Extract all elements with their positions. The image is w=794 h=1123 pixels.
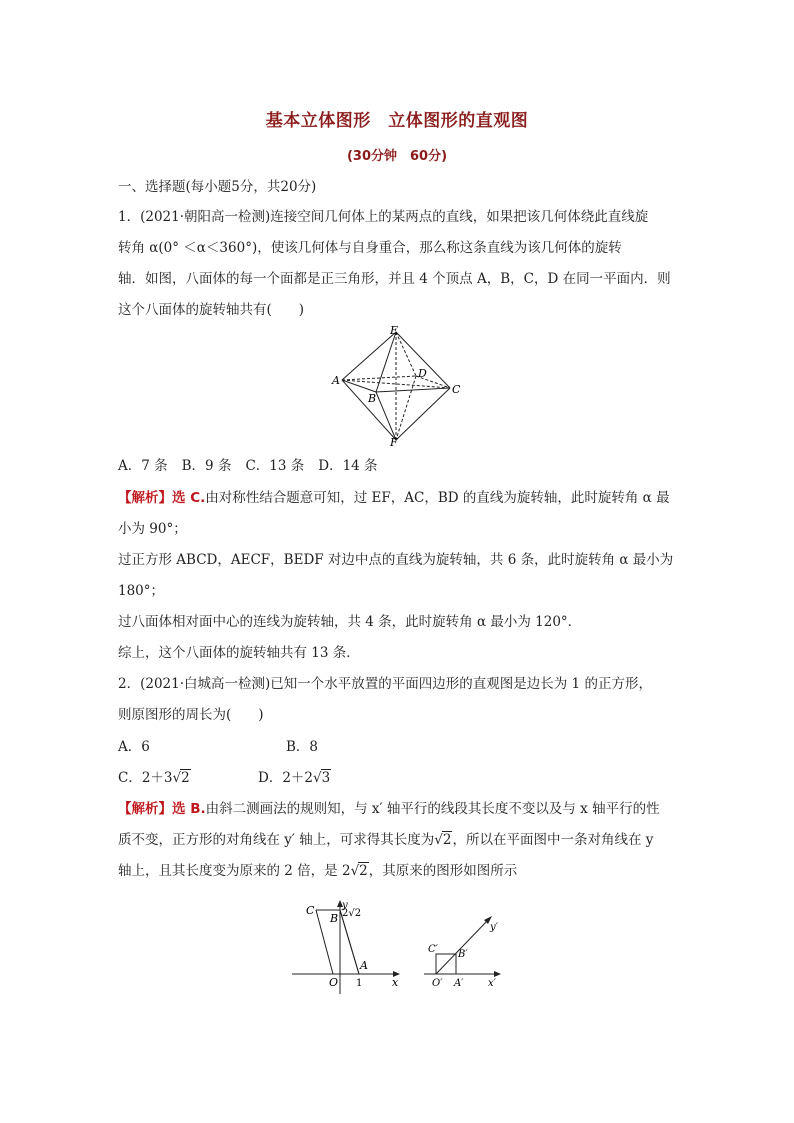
q1-line: 这个八面体的旋转轴共有( ) [118, 302, 305, 318]
intuitive-drawing-figure [422, 912, 507, 992]
vertex-label-e: E [390, 324, 399, 337]
option-d: D．14 条 [318, 458, 378, 474]
q2-analysis-line [118, 799, 660, 819]
point-label-a: A [360, 959, 368, 972]
q1-line: 轴．如图，八面体的每一个面都是正三角形，并且 4 个顶点 A，B，C，D 在同一平面内．则 [118, 271, 671, 287]
q2-option-a: A．6 [118, 739, 150, 755]
analysis-text: 由斜二测画法的规则知，与 x′ 轴平行的线段其长度不变以及与 x 轴平行的性 [205, 801, 660, 817]
vertex-label-b: B [368, 392, 377, 405]
point-label-a-prime: A′ [454, 978, 464, 989]
point-label-b: B [330, 912, 339, 925]
point-label-c: C [306, 904, 315, 917]
q2-analysis-line: 轴上，且其长度变为原来的 2 倍，是 2√2，其原来的图形如图所示 [118, 863, 518, 879]
axis-label-x-prime: x′ [488, 978, 496, 989]
option-c: C．13 条 [245, 458, 305, 474]
option-b: B．9 条 [181, 458, 232, 474]
q1-analysis-line: 过八面体相对面中心的连线为旋转轴，共 4 条，此时旋转角 α 最小为 120°． [118, 614, 582, 630]
q1-analysis-line: 综上，这个八面体的旋转轴共有 13 条． [118, 645, 360, 661]
vertex-label-a: A [332, 374, 340, 387]
vertex-label-d: D [418, 367, 427, 380]
q1-line: 转角 α(0° ＜α＜360°)，使该几何体与自身重合，那么称这条直线为该几何体的旋转 [118, 240, 622, 256]
q2-option-b: B．8 [286, 739, 319, 755]
octahedron-figure [330, 322, 470, 450]
q1-analysis-line: 小为 90°； [118, 521, 187, 537]
analysis-choice: 选 B. [172, 801, 206, 817]
axis-label-x: x [392, 976, 399, 989]
page-subtitle: (30分钟 60分) [346, 149, 448, 164]
section-heading: 一、选择题(每小题5分，共20分) [118, 179, 317, 195]
analysis-choice: 选 C. [172, 490, 206, 506]
analysis-tag: 【解析】 [118, 490, 172, 506]
analysis-tag: 【解析】 [118, 801, 172, 817]
q2-line: 2．(2021·白城高一检测)已知一个水平放置的平面四边形的直观图是边长为 1 的正方形， [118, 676, 652, 692]
page-title: 基本立体图形 立体图形的直观图 [265, 111, 529, 131]
length-label: 2√2 [342, 908, 362, 919]
x-prime-arrow [494, 971, 501, 977]
q2-line: 则原图形的周长为( ) [118, 707, 264, 723]
q2-option-c: C．2＋3√2 [118, 770, 190, 786]
q1-options [118, 456, 378, 476]
axis-label-y-prime: y′ [490, 922, 498, 933]
tick-label-one: 1 [356, 978, 363, 989]
point-label-b-prime: B′ [458, 949, 468, 960]
q2-option-d: D．2＋2√3 [258, 770, 331, 786]
q2-analysis-line: 质不变，正方形的对角线在 y′ 轴上，可求得其长度为√2，所以在平面图中一条对角线在 y [118, 832, 654, 848]
axis-label-y: y [342, 900, 348, 911]
analysis-text: 由对称性结合题意可知，过 EF，AC，BD 的直线为旋转轴，此时旋转角 α 最 [205, 490, 670, 506]
q1-line: 1．(2021·朝阳高一检测)连接空间几何体上的某两点的直线，如果把该几何体绕此直线旋 [118, 209, 649, 225]
origin-prime-label: O′ [432, 978, 443, 989]
q1-analysis-line [118, 488, 670, 508]
point-label-c-prime: C′ [428, 944, 438, 955]
q1-analysis-line: 过正方形 ABCD，AECF，BEDF 对边中点的直线为旋转轴，共 6 条，此时旋转角 α 最小为 [118, 552, 674, 568]
original-shape-figure [290, 898, 405, 998]
vertex-label-f: F [390, 436, 398, 449]
option-a: A．7 条 [118, 458, 168, 474]
vertex-label-c: C [452, 383, 461, 396]
origin-label: O [329, 976, 339, 989]
q1-analysis-line: 180°； [118, 583, 165, 599]
